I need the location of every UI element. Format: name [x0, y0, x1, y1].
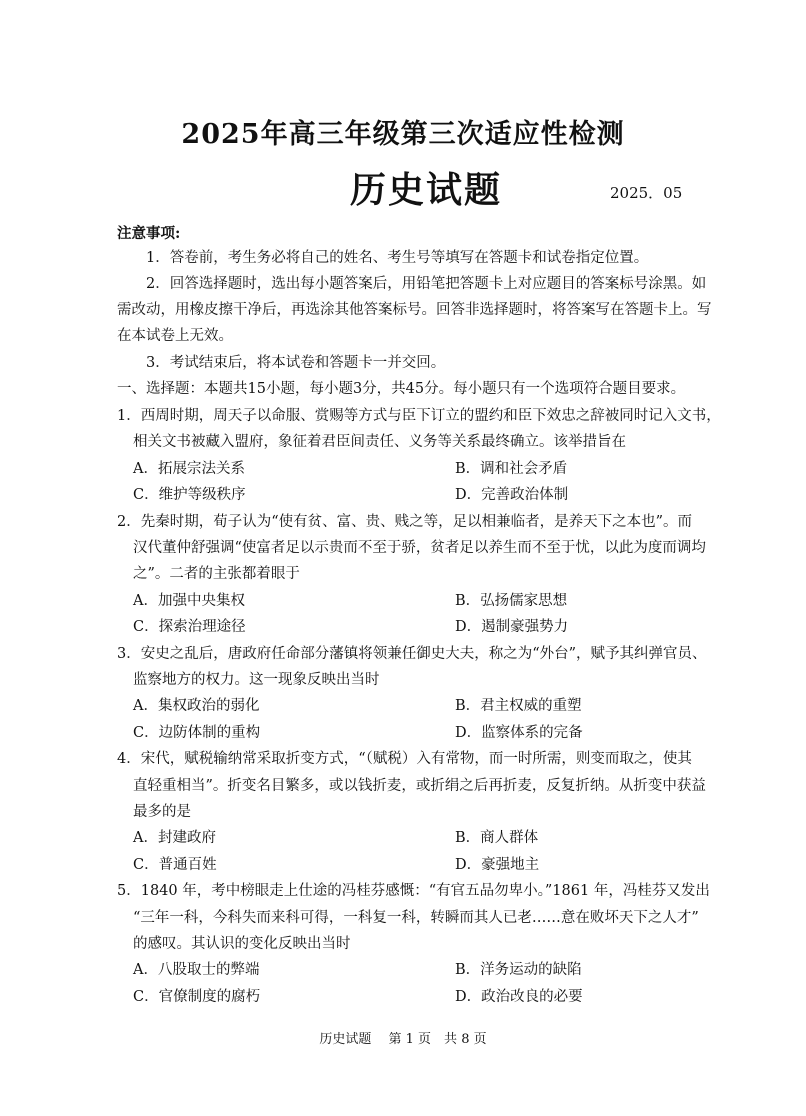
question-1-option-b: B．调和社会矛盾 [455, 461, 568, 477]
question-2-line-2: 汉代董仲舒强调“使富者足以示贵而不至于骄，贫者足以养生而不至于忧，以此为度而调均 [133, 540, 706, 556]
question-5-option-d: D．政治改良的必要 [455, 989, 583, 1005]
question-4-line-3: 最多的是 [133, 804, 191, 820]
question-5-line-2: “三年一科，今科失而来科可得，一科复一科，转瞬而其人已老……意在败坏天下之人才” [133, 910, 699, 926]
section-heading: 一、选择题：本题共15小题，每小题3分，共45分。每小题只有一个选项符合题目要求。 [117, 381, 686, 397]
question-2-option-d: D．遏制豪强势力 [455, 619, 569, 635]
notice-item-2-line-2: 需改动，用橡皮擦干净后，再选涂其他答案标号。回答非选择题时，将答案写在答题卡上。写 [117, 302, 712, 318]
question-3-line-1: 3．安史之乱后，唐政府任命部分藩镇将领兼任御史大夫，称之为“外台”，赋予其纠弹官员、 [117, 646, 707, 662]
question-4-option-c: C．普通百姓 [133, 857, 217, 873]
question-4-line-2: 直轻重相当”。折变名目繁多，或以钱折麦，或折绢之后再折麦，反复折纳。从折变中获益 [133, 778, 706, 794]
question-2-line-1: 2．先秦时期，荀子认为“使有贫、富、贵、贱之等，足以相兼临者，是养天下之本也”。而 [117, 514, 693, 530]
question-1-line-1: 1．西周时期，周天子以命服、赏赐等方式与臣下订立的盟约和臣下效忠之辞被同时记入文书， [117, 408, 721, 424]
question-2-option-c: C．探索治理途径 [133, 619, 246, 635]
notice-item-2-line-3: 在本试卷上无效。 [117, 328, 233, 344]
question-4-option-d: D．豪强地主 [455, 857, 540, 873]
question-5-option-a: A．八股取士的弊端 [133, 962, 260, 978]
exam-title: 2025年高三年级第三次适应性检测 [181, 119, 625, 150]
question-4-option-a: A．封建政府 [133, 830, 216, 846]
question-3-option-a: A．集权政治的弱化 [133, 698, 260, 714]
question-2-option-a: A．加强中央集权 [133, 593, 245, 609]
notice-item-2-line-1: 2．回答选择题时，选出每小题答案后，用铅笔把答题卡上对应题目的答案标号涂黑。如 [146, 276, 707, 292]
exam-date: 2025．05 [610, 184, 683, 202]
notice-heading: 注意事项: [117, 225, 181, 242]
question-1-option-c: C．维护等级秩序 [133, 487, 246, 503]
notice-item-3: 3．考试结束后，将本试卷和答题卡一并交回。 [146, 355, 446, 371]
question-3-option-c: C．边防体制的重构 [133, 725, 261, 741]
question-3-option-b: B．君主权威的重塑 [455, 698, 582, 714]
question-1-line-2: 相关文书被藏入盟府，象征着君臣间责任、义务等关系最终确立。该举措旨在 [133, 434, 626, 450]
notice-item-1: 1．答卷前，考生务必将自己的姓名、考生号等填写在答题卡和试卷指定位置。 [146, 250, 649, 266]
question-3-option-d: D．监察体系的完备 [455, 725, 583, 741]
question-2-line-3: 之”。二者的主张都着眼于 [133, 566, 300, 582]
question-4-line-1: 4．宋代，赋税输纳常采取折变方式，“（赋税）入有常物，而一时所需，则变而取之，使其 [117, 751, 692, 767]
question-1-option-d: D．完善政治体制 [455, 487, 569, 503]
page-footer: 历史试题 第 1 页 共 8 页 [319, 1032, 487, 1047]
question-3-line-2: 监察地方的权力。这一现象反映出当时 [133, 672, 380, 688]
question-5-line-3: 的感叹。其认识的变化反映出当时 [133, 936, 351, 952]
question-4-option-b: B．商人群体 [455, 830, 539, 846]
question-1-option-a: A．拓展宗法关系 [133, 461, 245, 477]
question-5-option-c: C．官僚制度的腐朽 [133, 989, 261, 1005]
question-5-option-b: B．洋务运动的缺陷 [455, 962, 582, 978]
question-5-line-1: 5．1840 年，考中榜眼走上仕途的冯桂芬感慨：“有官五品勿卑小。”1861 年，冯桂芬又发出 [117, 883, 710, 899]
question-2-option-b: B．弘扬儒家思想 [455, 593, 568, 609]
subject-title: 历史试题 [350, 169, 503, 211]
